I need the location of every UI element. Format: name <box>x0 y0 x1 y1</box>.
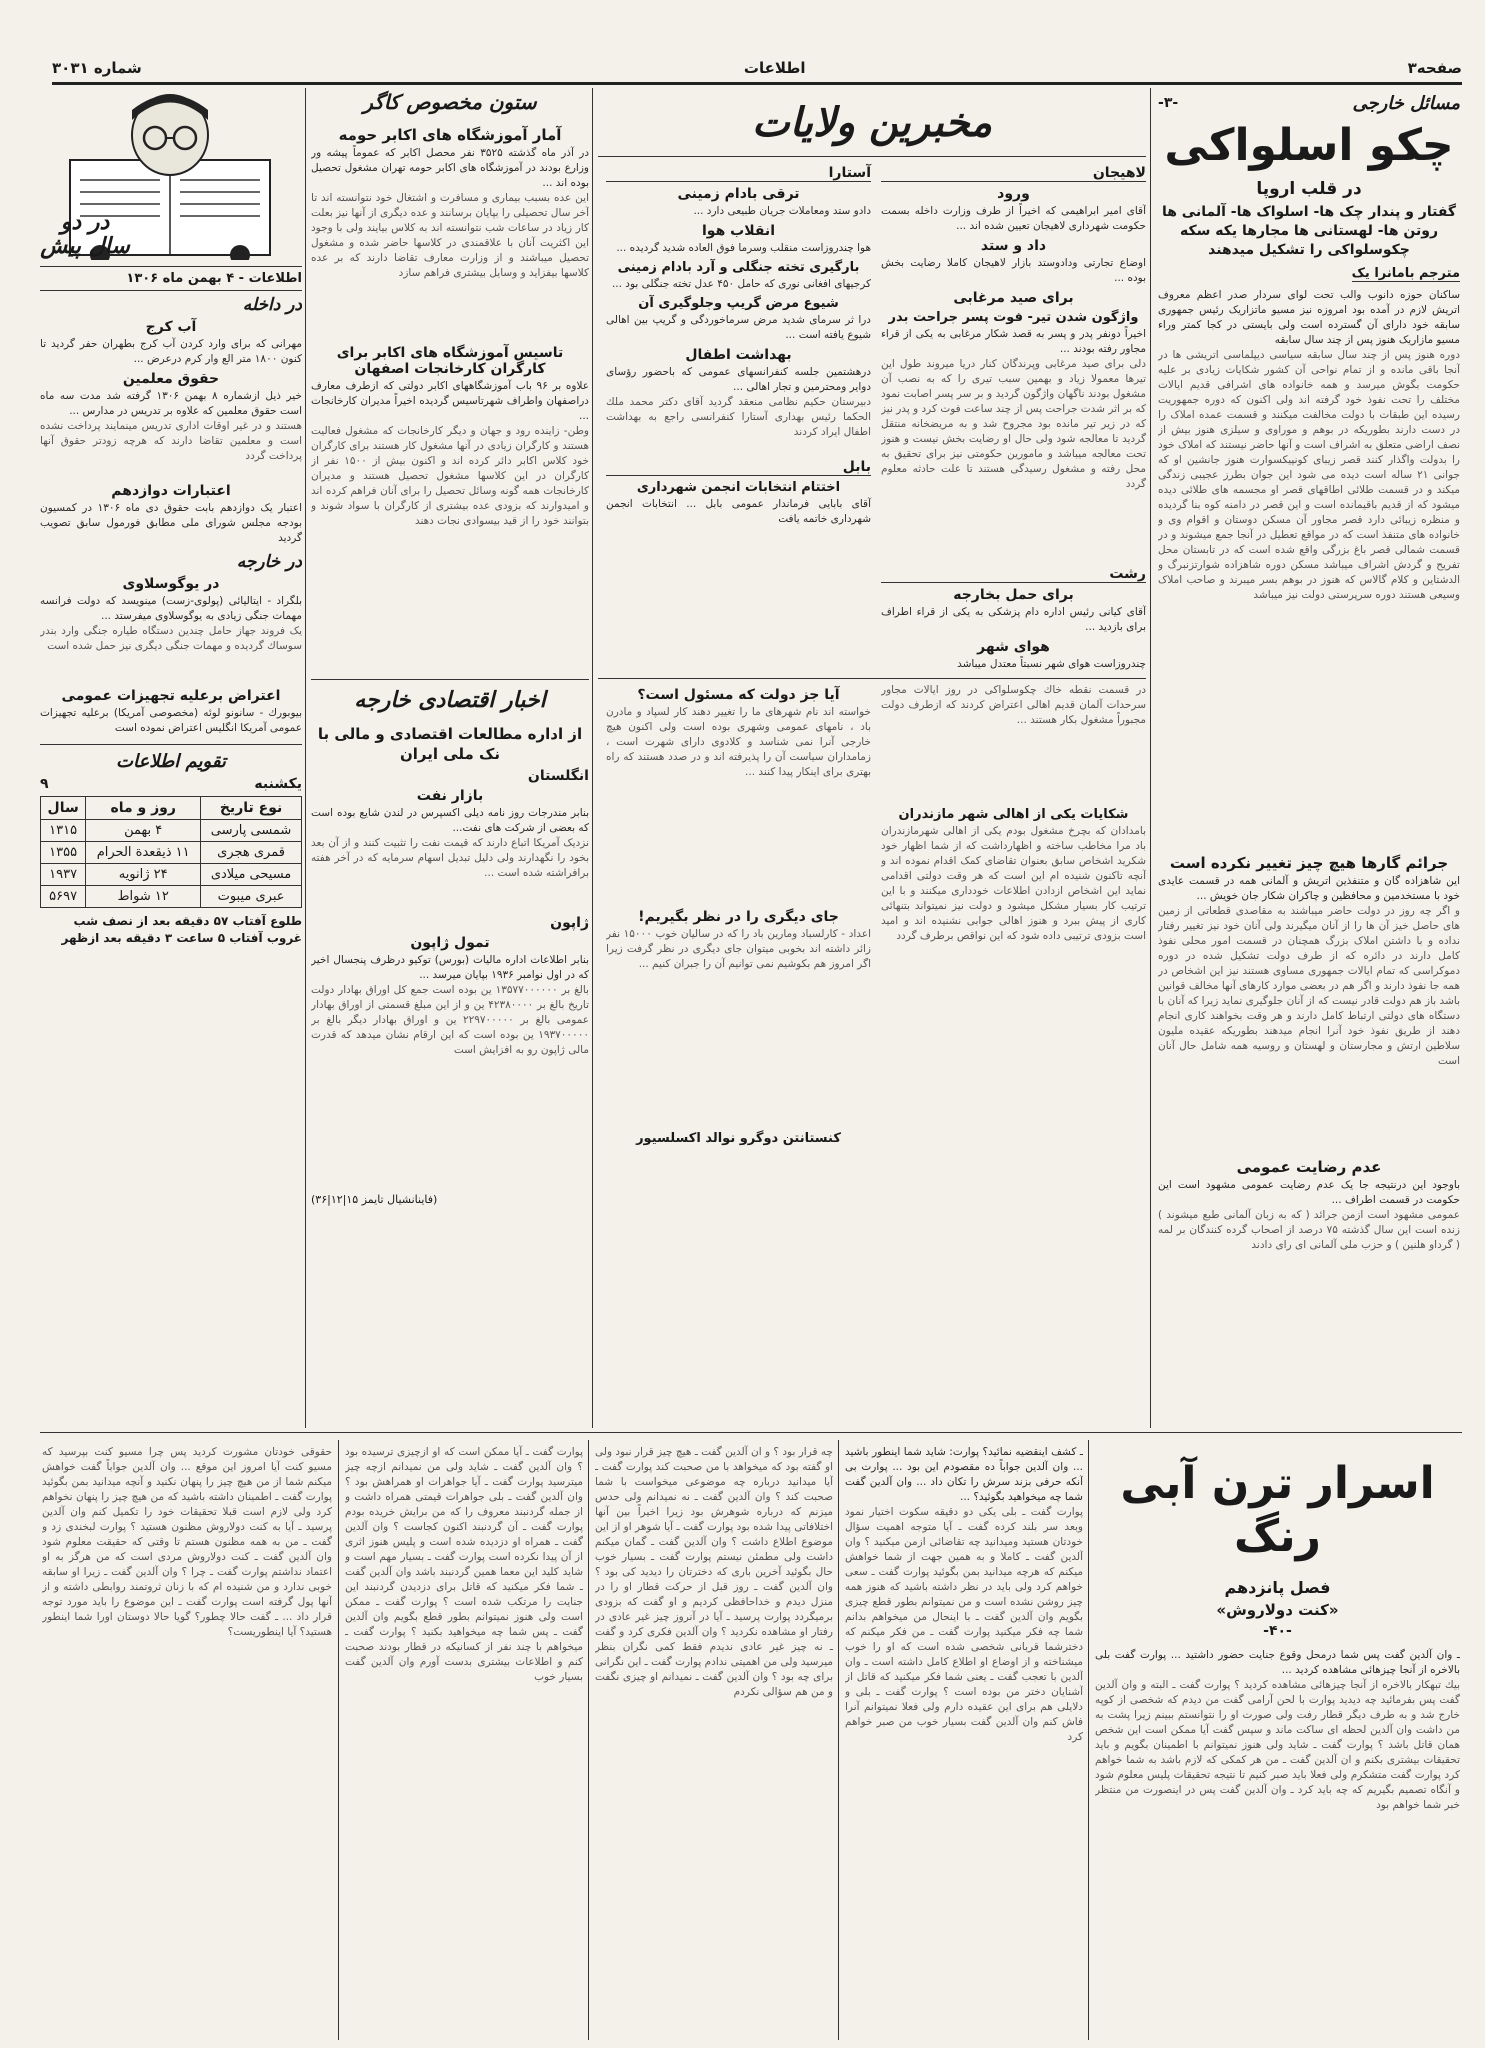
news-body: آقای بابایی فرماندار عمومی بابل ... انتخابات انجمن شهرداری خاتمه یافت <box>606 498 871 525</box>
table-cell: ۵۶۹۷ <box>41 886 86 908</box>
table-row <box>41 864 302 886</box>
article-deck: گفتار و پندار چک ها- اسلواک ها- آلمانی ها روتن ها- لهستانی ها مجارها یکه سکه چکوسلواکی را تشکیل میدهند <box>1161 204 1457 259</box>
divider <box>40 290 302 291</box>
news-body: آقای کیانی رئیس اداره دام پزشکی به یکی از قراء اطراف برای بازدید ... <box>881 606 1146 633</box>
news-body: مهرانی که برای وارد کردن آب کرج بطهران حفر گردید تا کنون ۱۸۰۰ متر الع وار کرم درعرض ... <box>40 338 302 365</box>
news-heading: برای حمل بخارجه <box>953 587 1074 603</box>
section-body-continued: و اگر چه روز در دولت حاضر میباشند به مقاصدی قطعاتی از زمین های حاصل خیز آن ها را از آنان میگیرند ولی آنان خود نیز تغییر رفتار نداده و با داشتن املاک بزرگ همچنان در قسمت امور محلی نفوذ کامل دارند در دائره که از طرف دولت تشکیل شده در دوره دموکراسی که تمام ایالات جمهوری مساوی هستند نیز این اشخاص در همه جا نفوذ دارند و اگر هم در بعضی موارد کارهای آنها مخالف قوانین باشد باز هم دولت قادر نیست که از آنان جلوگیری نماید زیرا که آنان با دستگاه های دولتی ارتباط کامل دارند و هر وقت بخواهند کاری انجام دهند از طریق نفوذ خود آنرا انجام میدهند بطوریکه عقیده ملیون سلاطین ارتش و مجارستان و لهستان و روسیه همه شامل حال آنان است <box>1158 905 1460 1068</box>
article-byline: کنستانتن دوگرو نوالد اکسلسیور <box>636 1131 841 1146</box>
region-heading: آستارا <box>606 165 871 182</box>
novel-body-continued: بیك تبهکار بالاخره از آنجا چیزهائی مشاهده کردید ؟ پوارت گفت ـ البته و وان آلدین گفت پس بفرمائید چه دیدید پوارت با لحن آرامی گفت من دیدم که شخصی از کوپه خارج شد و به طرف دیگر قطار رفت ولی صورت او را نتوانستم ببینم زیرا پشت به من داشت وان آلدین لحظه ای ساکت ماند و سپس گفت آیا ممکن است این شخص همان قاتل باشد ؟ پوارت گفت ـ شاید ولی هنوز نمیتوانم با اطمینان بگویم و باید تحقیقات بیشتری بکنم و ان آلدین گفت ـ من هر کمکی که لازم باشد به شما خواهم کرد پوارت گفت متشکرم ولی فعلا باید صبر کنیم تا نتیجه تحقیقات پلیس معلوم شود و آنگاه تصمیم بگیریم که چه باید کرد ـ وان آلدین گفت پس در اینصورت من منتظر خبر شما خواهم بود <box>1095 1678 1460 1811</box>
article-text: بامدادان که بچرخ مشغول بودم یکی از اهالی شهرمازندران باد مرا مخاطب ساخته و اظهارداشت که از شما اظهار خود شکرید اشخاص سابق بعنوان تقاضای کمک اقدام نموده اند و آنچه تاکنون شنیده ام این است که هر وقت دولتی اقدامی نماید این اشخاص ازدادن اطلاعات خودداری میکنند و با این ترتیب کار بسیار مشکل میشود و دولت نیز نمیتواند بتنهائی کاری از پیش ببرد و هنوز اهالی جوابی نشنیده اند و امید است بزودی ترتیبی داده شود که این نواقص برطرف گردد <box>881 825 1146 942</box>
divider <box>40 744 302 745</box>
czechoslovakia-column <box>1158 90 1460 1430</box>
region-heading: رشت <box>881 566 1146 583</box>
section-body: باوجود این درنتیجه جا یک عدم رضایت عمومی مشهود است این حکومت در قسمت اطراف ... <box>1158 1179 1460 1207</box>
reader-illustration <box>40 90 302 260</box>
column-divider <box>338 1440 339 2040</box>
article-body-continued: این عده بسبب بیماری و مسافرت و اشتغال خود نتوانسته اند تا آخر سال تحصیلی را بپایان برسانند و عده دیگری از آنها نیز بعلت کار زیاد در ساعات شب نتوانسته اند به کلاس بیایند ولی با وجود این اکثریت آنان با علاقمندی در کلاسها حاضر شده و مشغول تحصیل میباشند و از وزارت معارف تقاضا دارند که بر عده کلاسها بیفزاید و وسایل بیشتری فراهم سازد <box>311 192 589 279</box>
news-body-continued: هستند و در غیر اوقات اداری تدریس مینمایند پرداخت نشده است و معلمین تقاضا دارند که هرچه زودتر حقوق آنها پرداخت گردد <box>40 420 302 462</box>
novel-column <box>845 1445 1083 2040</box>
table-cell: ۱۱ ذیقعدة الحرام <box>86 842 201 864</box>
news-heading: اعتراض برعلیه تجهیزات عمومی <box>61 688 281 704</box>
table-cell: ۱۳۵۵ <box>41 842 86 864</box>
paper-name: اطلاعات <box>743 59 806 77</box>
section-heading: در داخله <box>242 295 302 315</box>
article-body: علاوه بر ۹۶ باب آموزشگاههای اکابر دولتی که ازطرف معارف دراصفهان واطراف شهرتاسیس گردیده اخیراً مدیران کارخانجات ... <box>311 380 589 422</box>
article-subtitle: در قلب اروپا <box>1256 178 1362 199</box>
news-heading: آیا جز دولت که مسئول است؟ <box>637 687 840 703</box>
masthead-rule <box>52 82 1462 85</box>
translator-byline: مترجم بامانرا یک <box>1351 266 1460 282</box>
news-heading: بارگیری تخته جنگلی و آرد بادام زمینی <box>617 260 860 275</box>
table-cell: شمسی پارسی <box>201 820 302 842</box>
article-body-continued: وطن- زاینده رود و جهان و دیگر کارخانجات که مشغول فعالیت هستند و کارگران زیادی در آنها مشغول کار هستند برای کارگران خود کلاس اکابر دائر کرده اند و اکنون بیش از ۱۵۰۰ نفر از کارگران در این کلاسها مشغول تحصیل هستند و مدیران کارخانجات همه گونه وسائل تحصیل را برای آنان فراهم کرده اند و امیدوارند که بزودی عده بیشتری از کارگران با سواد شوند و بتوانند خود را از قید بیسوادی نجات دهند <box>311 425 589 527</box>
divider <box>40 266 302 267</box>
issue-number: شماره ۳۰۳۱ <box>52 59 142 77</box>
table-cell: ۱۹۳۷ <box>41 864 86 886</box>
column-divider <box>305 88 306 1428</box>
sunset-time: غروب آفتاب ۵ ساعت ۳ دقیقه بعد ازظهر <box>61 931 302 945</box>
opinion-subcolumn <box>606 683 871 1146</box>
table-row <box>41 842 302 864</box>
news-heading: در یوگوسلاوی <box>122 576 220 592</box>
novel-text: ـ کشف اینقضیه نمائید؟ پوارت: شاید شما اینطور باشید ... وان آلدین جواباً ده مقصودم این بود ... پوارت بی آنکه حرفی بزند سرش را تکان داد ... وان آلدین گفت شما چه میخواهید بگوئید؟ ... <box>845 1446 1083 1503</box>
table-header-row <box>41 797 302 820</box>
article-heading: تمول ژاپون <box>410 935 490 951</box>
article-title: چکو اسلواکی <box>1164 120 1454 171</box>
news-heading: بهداشت اطفال <box>685 347 792 363</box>
article-body: بنابر مندرجات روز نامه دیلی اکسپرس در لندن شایع بوده است که بعضی از شرکت های نفت... <box>311 807 589 834</box>
novel-body: ـ وان آلدین گفت پس شما درمحل وقوع جنایت حضور داشتید ... پوارت گفت بلی بالاخره از آنجا چیزهائی مشاهده کردید ... <box>1095 1648 1460 1676</box>
news-heading: برای صید مرغابی <box>953 290 1074 306</box>
news-body: دادو ستد ومعاملات جریان طبیعی دارد ... <box>693 205 871 217</box>
novel-column <box>42 1445 332 2040</box>
region-heading: لاهیجان <box>881 165 1146 182</box>
novel-column <box>345 1445 583 2040</box>
region-heading: بابل <box>606 459 871 476</box>
section-kicker: ستون مخصوص کاگر <box>363 90 537 114</box>
section-rule <box>40 1432 1462 1433</box>
news-heading: ترقی بادام زمینی <box>677 186 800 202</box>
section-title: مخبرین ولایات <box>752 99 992 146</box>
divider <box>311 679 589 680</box>
table-cell: ۲۴ ژانویه <box>86 864 201 886</box>
news-body-continued: دلی برای صید مرغابی وپرندگان کنار دریا میروند طول این تیرها معمولا زیاد و بهمین سبب تیری را که به نصب آن مشغول بودند ناگهان واژگون گردید و بر سر پسر اصابت نمود که بر اثر شدت جراحت پس از چند ساعت فوت کرد و پدر نیز که در زیر تیر مانده بود مجروح شد و به مریضخانه منتقل گردید تا معالجه شود ولی حال او رضایت بخش نیست و هنوز تحت معالجه میباشد و مامورین حکومتی نیز برای تحقیق به محل رفته و مشغول رسیدگی هستند تا علت حادثه معلوم گردد <box>881 358 1146 490</box>
news-body: بلگراد - ایتالیائی (پولوی-زست) مینویسد که دولت فرانسه مهمات جنگی زیادی به یوگوسلاوی میفرستد ... <box>40 595 302 622</box>
history-column <box>40 90 302 1430</box>
news-body: چندروزاست هوای شهر نسبتاً معتدل میباشد <box>957 658 1146 670</box>
novel-column <box>595 1445 833 2040</box>
divider <box>598 678 1146 679</box>
column-divider <box>1088 1440 1089 2040</box>
section-kicker: مسائل خارجی <box>1352 92 1460 114</box>
table-cell: ۴ بهمن <box>86 820 201 842</box>
news-body: درهشتمین جلسه کنفرانسهای عمومی که باحضور رؤسای دوایر ومحترمین و تجار اهالی ... <box>606 366 871 393</box>
news-body: درا ثر سرمای شدید مرض سرماخوردگی و گریپ بین اهالی شیوع یافته است ... <box>606 314 871 341</box>
news-heading: واژگون شدن تیر- فوت پسر جراحت بدر <box>888 310 1139 325</box>
astara-babol-subcolumn <box>606 161 871 672</box>
table-cell: مسیحی میلادی <box>201 864 302 886</box>
page-label: صفحه۳ <box>1407 59 1462 77</box>
novel-text: پوارت گفت ـ آیا ممکن است که او ازچیزی ترسیده بود ؟ وان آلدین گفت ـ شاید ولی من نمیدانم ازچه چیز میترسید پوارت گفت ـ آیا جواهرات او همراهش بود ؟ وان آلدین گفت ـ بلی جواهرات قیمتی همراه داشت و از جمله گردنبند معروف را که من برایش خریده بودم پوارت گفت ـ آن گردنبند اکنون کجاست ؟ وان آلدین گفت ـ همراه او دزدیده شده است و پلیس هنوز اثری از آن پیدا نکرده است پوارت گفت ـ بسیار مهم است و شاید کلید این معما همین گردنبند باشد وان آلدین گفت ـ شما فکر میکنید که قاتل برای دزدیدن گردنبند این جنایت را مرتکب شده است ؟ پوارت گفت ـ ممکن است ولی هنوز نمیتوانم بطور قطع بگویم وان آلدین گفت ـ پس شما چه میخواهید بکنید ؟ پوارت گفت ـ میخواهم با چند نفر از کسانیکه در قطار بودند صحبت کنم و اطلاعات بیشتری بدست آورم وان آلدین گفت بسیار خوب <box>345 1446 583 1683</box>
news-heading: آب کرج <box>145 319 197 335</box>
novel-subtitle: «کنت دولاروش» <box>1216 1600 1339 1619</box>
masthead-bar <box>52 58 1462 78</box>
news-body-continued: دبیرستان حکیم نظامی منعقد گردید آقای دکتر محمد ملك الحکما رئیس بهداری آستارا کنفرانسی راجع به بهداشت اطفال ایراد کردند <box>606 396 871 438</box>
section-heading: در خارجه <box>236 552 302 572</box>
column-divider <box>592 88 593 1428</box>
news-heading: انقلاب هوا <box>702 223 775 239</box>
news-heading: حقوق معلمین <box>122 371 220 387</box>
news-body: آقای امیر ابراهیمی که اخیراً از طرف وزارت داخله بسمت حکومت شهرداری لاهیجان تعیین شده اند ... <box>881 205 1146 232</box>
table-row <box>41 886 302 908</box>
column-divider <box>588 1440 589 2040</box>
article-text: در قسمت نقطه خاك چکوسلواکی در روز ایالات مجاور سرحدات آلمان قدیم اهالی اعتراض کردند که ازطرف دولت مجبوراً مشغول بکار هستند ... <box>881 684 1146 726</box>
article-body-continued: دوره هنوز پس از چند سال سابقه سیاسی دیپلماسی اتریشی ها در آنجا باقی مانده و از تمام نواحی آن کشور شکایات زیادی بر علیه حکومت بگوش میرسد و همه خانواده های اشرافی قدیم ایالات مختلف را تحت نفوذ خود گرفته اند ولی اکنون که دوره جمهوریت رسیده این طبقات با دولت مخالفت میکنند و قسمت عمده املاک را در دست دارند بطوریکه در بوهم و موراوی و سیلزی هنوز بیش از نصف اراضی متعلق به اشراف است و آنها حاضر نیستند که املاک خود را بدولت واگذار کنند قصر زیبای کونپیکسوارت هنوز جانشین او که جوانی ۲۱ ساله است دیده می شود این جوان بطرز عجیبی زندگی میکند و در قسمت طلائی اطاقهای قصر او مجسمه های طلائی دیده میشود که از قدیم باقیمانده است و این قصر در دامنه کوه بنا گردیده و منظره زیبائی دارد قصر مجاور آن مسکن دوستان و اقوام وی و خانواده های متنفذ است که در مواقع تعطیل در آنجا جمع میشوند و در قسمت شمالی قصر باغ بزرگی واقع شده است که در تابستان محل تفریح و گردش اشراف میباشد مسکن دوره شاهزاده شوارتزنبرگ و الدشتاین و کلام گالاس که هنوز در بوهم بسر میبرند و صاحب املاک وسیعی هستند دوره سرپرستی دولت نیز میباشد <box>1158 349 1460 602</box>
news-heading: داد و ستد <box>980 238 1047 254</box>
novel-header-column <box>1095 1440 1460 2040</box>
table-cell: عبری میبوت <box>201 886 302 908</box>
article-text: خواسته اند نام شهرهای ما را تغییر دهند کار لسپاد و مادرن باد ، نامهای عمومی وشهری بوده است ولی اکنون هیچ خارجی آنرا نمی شناسد و کلادوی دارای شهرت است ، زمامداران سیاست آن را پذیرفته اند و در صدد هستند که راه بهتری برای اینکار پیدا کنند ... <box>606 706 871 778</box>
table-cell: ۱۲ شواط <box>86 886 201 908</box>
country-heading: ژاپون <box>550 915 589 931</box>
article-heading: تاسیس آموزشگاه های اکابر برای کارگران کارخانجات اصفهان <box>336 345 564 377</box>
provincial-news-column <box>598 90 1146 1430</box>
calendar-table <box>40 796 302 908</box>
section-title: اخبار اقتصادی خارجه <box>354 687 546 713</box>
column-divider <box>1150 88 1151 1428</box>
table-header: روز و ماه <box>86 797 201 820</box>
article-body: ساکنان حوزه دانوب والب تحت لوای سردار صدر اعظم معروف اتریش لازم در آمده بود امروزه نیز مسیو ماتزاریک رئیس جمهوری سابقه خود دارای آن گسترده است ولی بایستی در کجا کمتر وراء مسیو مازاریک هنوز پس از چند سال سابقه <box>1158 289 1460 347</box>
article-body-continued: نزدیک آمریکا اتباع دارند که قیمت نفت را تثبیت کنند و از آن بعد بخود را نگهدارند ولی دلیل تبدیل اسهام سرمایه که در آخر هفته برافراشته شده است ... <box>311 837 589 879</box>
news-heading: اعتبارات دوازدهم <box>111 483 231 499</box>
novel-title: اسرار ترن آبی رنگ <box>1120 1458 1435 1562</box>
table-cell: قمری هجری <box>201 842 302 864</box>
news-heading: ورود <box>997 186 1030 202</box>
column-divider <box>838 1440 839 2040</box>
date-line: اطلاعات - ۴ بهمن ماه ۱۳۰۶ <box>126 271 302 286</box>
novel-text: چه قرار بود ؟ و ان آلدین گفت ـ هیچ چیز قرار نبود ولی او گفته بود که میخواهد با من صحبت کند پوارت گفت ـ آیا میدانید درباره چه موضوعی میخواست با شما صحبت کند ؟ وان آلدین گفت ـ نه نمیدانم ولی حدس میزنم که درباره شوهرش بود زیرا اخیراً بین آنها اختلافاتی پیدا شده بود پوارت گفت ـ آیا شوهر او از این موضوع اطلاع داشت ؟ وان آلدین گفت ـ گمان میکنم داشت ولی مطمئن نیستم پوارت گفت ـ بسیار خوب حال بگوئید آخرین باری که دخترتان را دیدید کی بود ؟ وان آلدین گفت ـ روز قبل از حرکت قطار او را در منزل دیدم و خداحافظی کردیم و او گفت که بزودی برمیگردد پوارت پرسید ـ آیا در آنروز چیز غیر عادی در رفتار او مشاهده نکردید ؟ وان آلدین فکری کرد و گفت ـ نه چیز غیر عادی ندیدم فقط کمی نگران بنظر میرسید ولی من اهمیتی ندادم پوارت گفت ـ این نگرانی برای چه بود ؟ وان آلدین گفت ـ نمیدانم او چیزی نگفت و من هم سؤالی نکردم <box>595 1446 833 1698</box>
table-header: نوع تاریخ <box>201 797 302 820</box>
table-header: سال <box>41 797 86 820</box>
news-heading: جای دیگری را در نظر بگیریم! <box>638 909 839 925</box>
divider <box>598 156 1146 157</box>
article-heading: بازار نفت <box>416 788 484 804</box>
news-body: کرجیهای افغانی نوری که حامل ۴۵۰ عدل تخته جنگلی بود ... <box>611 278 871 290</box>
calendar-title: تقویم اطلاعات <box>116 751 226 772</box>
article-body: بنابر اطلاعات اداره مالیات (بورس) توکیو درظرف پنجسال اخیر که در اول نوامبر ۱۹۳۶ بپایان میرسد ... <box>311 954 589 981</box>
calendar-day-number: ۹ <box>40 776 49 792</box>
article-body: در آذر ماه گذشته ۳۵۲۵ نفر محصل اکابر که عموماً پیشه ور وزارع بودند در آموزشگاه های اکابر حومه تهران مشغول تحصیل بوده اند ... <box>311 147 589 189</box>
article-text: اعداد - کارلسباد ومارین باد را که در سالیان خوب ۱۵۰۰۰ نفر زائر داشته اند بخوبی میتوان جای دیگری در نظر گرفت زیرا اگر امروز هم بکوشیم نمی توانیم آن را جبران کنیم ... <box>606 928 871 970</box>
news-heading: هوای شهر <box>977 639 1050 655</box>
article-heading: از اداره مطالعات اقتصادی و مالی با نک ملی ایران <box>317 725 583 763</box>
calendar-day-row <box>40 776 302 792</box>
workers-column <box>311 90 589 1430</box>
news-body-continued: یک فروند جهاز حامل چندین دستگاه طیاره جنگی وارد بندر سوساك گردیده و مهمات جنگی دیگری نیز حمل شده است <box>40 625 302 652</box>
page-number: -۳- <box>1158 95 1179 111</box>
section-body-continued: عمومی مشهود است ازمن جرائد ( که به زبان آلمانی طبع میشوند ) زنده است این سال گذشته ۷۵ درصد از اصحاب گرده کنندگان بر لمه ( گرداو هلنین ) و حزب ملی آلمانی ای رای دادند <box>1158 1209 1460 1252</box>
source-citation: (فاینانشیال تایمز ۱۵|۱۲|۳۶) <box>311 1193 438 1206</box>
news-body: اعتبار یک دوازدهم بابت حقوق دی ماه ۱۳۰۶ در کمسیون بودجه مجلس شورای ملی مطابق فورمول سابق تصویب گردید <box>40 502 302 544</box>
sunrise-time: طلوع آفتاب ۵۷ دقیقه بعد از نصف شب <box>73 914 302 928</box>
table-cell: ۱۳۱۵ <box>41 820 86 842</box>
novel-text: حقوقی خودتان مشورت کردید پس چرا مسیو کنت بپرسید که مسیو کنت آیا امروز این موقع ... وان آلدین جواباً گفت خواهش میکنم شما از من هیچ چیز را پنهان نکنید و آنچه میدانید بمن بگوئید پوارت گفت ـ اطمینان داشته باشید که من هیچ چیز را پنهان نخواهم کرد ولی لازم است قبلا تحقیقات خود را تکمیل کنم وان آلدین پرسید ـ آیا به کنت دولاروش مظنون هستید ؟ پوارت لبخندی زد و گفت ـ من به همه مظنون هستم تا وقتی که حقیقت معلوم شود وان آلدین گفت ـ کنت دولاروش مردی است که من هرگز به او اعتماد نداشتم پوارت گفت ـ چرا ؟ وان آلدین گفت ـ زیرا او سابقه خوبی ندارد و من شنیده ام که با زنان ثروتمند روابطی داشته و از آنها پول گرفته است پوارت گفت ـ این موضوع را باید مورد توجه قرار داد ... ـ گفت حالا چطور؟ گویا حالا دوستان اورا شما اینطور هستید؟ آیا اینطوریست؟ <box>42 1446 332 1638</box>
news-heading: شیوع مرض گریپ وجلوگیری آن <box>638 296 839 311</box>
section-heading: جرائم گارها هیچ چیز تغییر نکرده است <box>1169 854 1449 873</box>
news-heading: شکایات یکی از اهالی شهر مازندران <box>898 807 1129 822</box>
novel-installment: -۴۰- <box>1263 1622 1292 1639</box>
lahijan-rasht-subcolumn <box>881 161 1146 672</box>
novel-chapter: فصل پانزدهم <box>1224 1577 1331 1597</box>
news-body: اوضاع تجارتی ودادوستد بازار لاهیجان کاملا رضایت بخش بوده ... <box>881 257 1146 284</box>
table-row <box>41 820 302 842</box>
article-body-continued: بالغ بر ۱۳۵۷۷۰۰۰۰۰۰ ین بوده است جمع کل اوراق بهادار دولت تاریخ بالغ بر ۴۲۳۸۰۰۰۰ ین و از این مبلغ قسمتی از اوراق بهادار عمومی بالغ بر ۲۲۹۷۰۰۰۰۰ ین و اوراق بهادار دیگر بالغ بر ۱۹۳۷۰۰۰۰۰ ین بوده است که این ارقام نشان میدهد که قدرت مالی ژاپون رو به افزایش است <box>311 984 589 1056</box>
country-heading: انگلستان <box>527 768 589 784</box>
section-body: این شاهزاده گان و متنفذین اتریش و آلمانی همه در قسمت عایدی خود با مستخدمین و محافظین و چاکران شکار جان خویش ... <box>1158 875 1460 903</box>
news-body: خیر ذیل ازشماره ۸ بهمن ۱۳۰۶ گرفته شد مدت سه ماه است حقوق معلمین که علاوه بر تدریس در مدارس ... <box>40 390 302 417</box>
news-body: بیوبورك - سانونو لوئه (مخصوصی آمریکا) برعلیه تجهیزات عمومی آمریکا انگلیس اعتراض نموده است <box>40 707 302 734</box>
novel-text-continued: پوارت گفت ـ بلی یکی دو دقیقه سکوت اختیار نمود وبعد سر بلند کرده گفت ـ آیا متوجه اهمیت سؤال خودتان هستید ومیدانید چه تقاضائی ازمن میکنید ؟ وان آلدین گفت ـ کاملا و به همین جهت از شما خواهش میکنم که هرچه میدانید بمن بگوئید پوارت گفت ـ سعی خواهم کرد ولی باید در نظر داشته باشید که هنوز همه چیز روشن نشده است و من نمیتوانم بطور قطع چیزی بگویم وان آلدین گفت ـ با اینحال من میخواهم بدانم شما چه فکر میکنید پوارت گفت ـ من فکر میکنم که دخترشما قربانی شخصی شده است که او را خوب میشناخته و از اوضاع او اطلاع کامل داشته است ـ وان آلدین با تعجب گفت ـ یعنی شما فکر میکنید که قاتل از آشنایان دختر من بوده است ؟ پوارت گفت ـ بلی و دلایلی هم برای این عقیده دارم ولی فعلا نمیتوانم آنرا فاش کنم وان آلدین گفت بسیار خوب من صبر خواهم کرد <box>845 1506 1083 1743</box>
section-title: در دو سال پیش <box>40 209 130 259</box>
news-body: اخیراً دونفر پدر و پسر به قصد شکار مرغابی به یکی از قراء مجاور رفته بودند ... <box>881 328 1146 355</box>
news-heading: اختتام انتخابات انجمن شهرداری <box>636 480 841 495</box>
article-heading: آمار آموزشگاه های اکابر حومه <box>338 126 562 144</box>
complaints-subcolumn <box>881 683 1146 1146</box>
section-heading: عدم رضایت عمومی <box>1236 1158 1382 1177</box>
calendar-day: یکشنبه <box>254 776 302 792</box>
news-body: هوا چندروزاست منقلب وسرما فوق العاده شدید گردیده ... <box>616 242 871 254</box>
